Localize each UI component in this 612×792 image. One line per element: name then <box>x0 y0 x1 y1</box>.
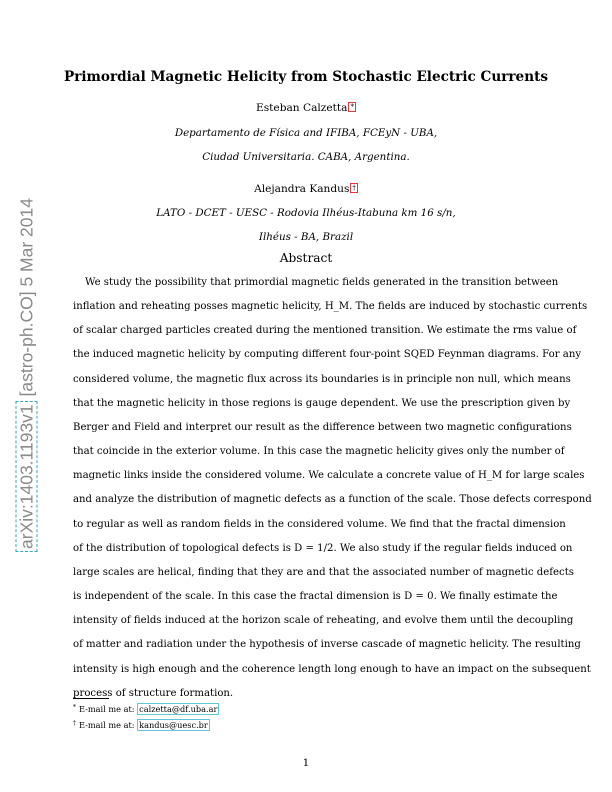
author-1-affiliation-line-2: Ciudad Universitaria. CABA, Argentina. <box>202 151 410 163</box>
footnote-2-mark: † <box>73 720 76 727</box>
footnote-2-email-link[interactable]: kandus@uesc.br <box>139 720 208 730</box>
abstract-line: Berger and Field and interpret our result as the difference between two magnetic configurations <box>73 421 572 433</box>
abstract-line: of the distribution of topological defects is D = 1/2. We also study if the regular fields induced on <box>73 542 573 554</box>
abstract-line: intensity of fields induced at the horizon scale of reheating, and evolve them until the decoupling <box>73 615 574 627</box>
abstract-line: is independent of the scale. In this case the fractal dimension is D = 0. We finally estimate the <box>73 591 558 603</box>
footnote-rule <box>73 698 109 699</box>
author-1-footnote-link[interactable]: * <box>350 103 354 111</box>
abstract-line: We study the possibility that primordial magnetic fields generated in the transition between <box>85 277 559 288</box>
arxiv-id-link[interactable]: arXiv:1403.1193v1 <box>16 401 38 552</box>
abstract-line: the induced magnetic helicity by computing different four-point SQED Feynman diagrams. For any <box>73 349 582 361</box>
abstract-line: inflation and reheating posses magnetic helicity, H_M. The fields are induced by stochastic currents <box>73 301 588 313</box>
arxiv-date: 5 Mar 2014 <box>16 198 37 287</box>
author-1-affiliation-line-1: Departamento de Física and IFIBA, FCEyN - UBA, <box>174 127 438 139</box>
footnote-1-mark: * <box>73 704 76 711</box>
author-2-affiliation-line-2: Ilhéus - BA, Brazil <box>258 231 354 243</box>
abstract-line: large scales are helical, finding that they are and that the associated number of magnetic defects <box>73 566 574 578</box>
abstract-body <box>73 271 592 706</box>
footnote-1-label: E-mail me at: <box>79 704 135 714</box>
abstract-line: considered volume, the magnetic flux across its boundaries is in principle non null, which means <box>73 373 571 385</box>
author-2-footnote-link[interactable]: † <box>352 184 356 192</box>
abstract-line: intensity is high enough and the coherence length long enough to have an impact on the subsequent <box>73 663 591 675</box>
footnote-1-email-link[interactable]: calzetta@df.uba.ar <box>139 704 218 714</box>
author-2-affiliation-line-1: LATO - DCET - UESC - Rodovia Ilhéus-Itabuna km 16 s/n, <box>156 207 456 219</box>
footnote-2-label: E-mail me at: <box>79 720 135 730</box>
paper-title: Primordial Magnetic Helicity from Stochastic Electric Currents <box>63 69 549 85</box>
abstract-line: that the magnetic helicity in those regions is gauge dependent. We use the prescription given by <box>73 397 571 409</box>
arxiv-category: [astro-ph.CO] <box>16 291 37 397</box>
abstract-line: that coincide in the exterior volume. In this case the magnetic helicity gives only the number of <box>73 446 565 458</box>
abstract-line: to regular as well as random fields in the considered volume. We find that the fractal dimension <box>73 518 566 530</box>
abstract-line: of matter and radiation under the hypothesis of inverse cascade of magnetic helicity. The resulting <box>73 639 581 651</box>
abstract-line: process of structure formation. <box>73 687 234 699</box>
abstract-line: and analyze the distribution of magnetic defects as a function of the scale. Those defects correspond <box>73 494 592 506</box>
abstract-line: of scalar charged particles created during the mentioned transition. We estimate the rms value of <box>73 325 577 337</box>
author-2-name: Alejandra Kandus <box>254 183 350 195</box>
page-number: 1 <box>302 757 310 769</box>
footnote-2 <box>73 720 210 730</box>
author-2 <box>0 183 612 195</box>
author-1 <box>0 102 612 114</box>
footnote-1 <box>73 704 219 714</box>
author-1-name: Esteban Calzetta <box>256 102 348 114</box>
abstract-heading: Abstract <box>279 251 333 265</box>
abstract-line: magnetic links inside the considered volume. We calculate a concrete value of H_M for large scales <box>73 470 585 482</box>
